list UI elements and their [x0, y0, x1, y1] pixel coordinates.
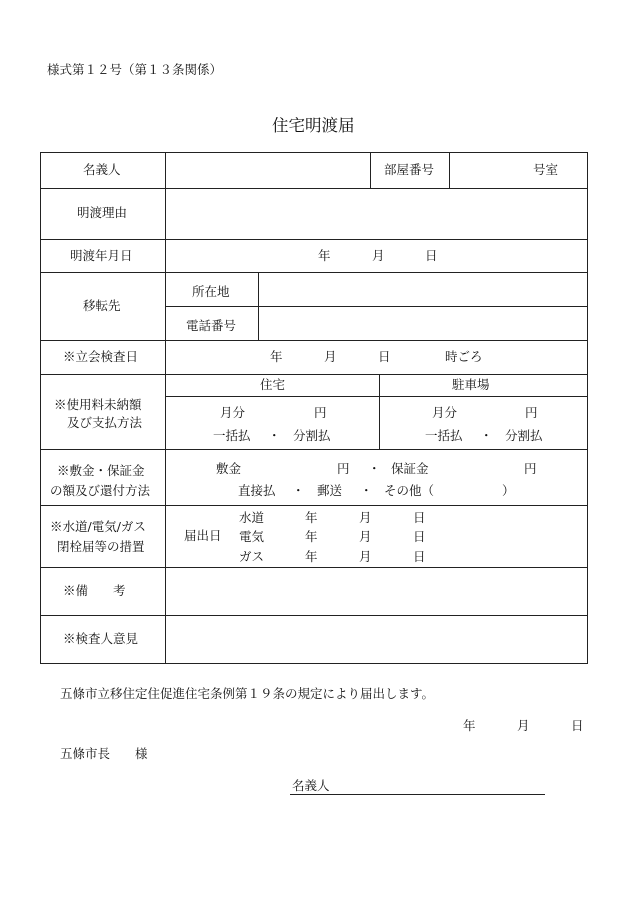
water-year: 年 [305, 510, 318, 525]
fee-label-2: 及び支払方法 [67, 415, 143, 430]
signature-field[interactable] [335, 776, 545, 794]
housing-header: 住宅 [260, 377, 286, 392]
submit-year: 年 [463, 718, 476, 733]
submit-month: 月 [517, 718, 530, 733]
gas-year: 年 [305, 549, 318, 564]
parking-header: 駐車場 [452, 377, 490, 392]
form-number: 様式第１２号（第１３条関係） [47, 62, 223, 77]
refund-other-close: ） [502, 483, 515, 498]
room-number-label: 部屋番号 [384, 162, 435, 177]
date-day: 日 [425, 248, 438, 263]
address-label: 所在地 [192, 284, 230, 299]
mayor-addressee: 五條市長 様 [60, 746, 148, 761]
deposit-dot: ・ [368, 461, 381, 476]
remarks-field[interactable] [166, 568, 586, 614]
inspection-date-label: ※立会検査日 [63, 349, 139, 364]
utility-label-2: 閉栓届等の措置 [57, 539, 145, 554]
refund-mail[interactable]: 郵送 [317, 483, 343, 498]
water-day: 日 [413, 510, 426, 525]
utility-label-1: ※水道/電気/ガス [50, 519, 146, 534]
gas-month: 月 [359, 549, 372, 564]
parking-lump-sum[interactable]: 一括払 [425, 428, 463, 443]
electric-label: 電気 [239, 529, 265, 544]
housing-lump-sum[interactable]: 一括払 [213, 428, 251, 443]
phone-label: 電話番号 [186, 318, 237, 333]
housing-yen: 円 [314, 405, 327, 420]
parking-yen: 円 [525, 405, 538, 420]
inspector-opinion-field[interactable] [166, 616, 586, 662]
inspection-date-field[interactable] [166, 341, 586, 373]
refund-other[interactable]: その他（ [384, 483, 435, 498]
guarantee-yen: 円 [524, 461, 537, 476]
guarantee-text: 保証金 [391, 461, 429, 476]
address-field[interactable] [259, 273, 586, 305]
inspection-time: 時ごろ [445, 349, 483, 364]
refund-dot-2: ・ [360, 483, 373, 498]
vacate-date-label: 明渡年月日 [70, 248, 133, 263]
submit-day: 日 [571, 718, 584, 733]
housing-installment[interactable]: 分割払 [293, 428, 331, 443]
housing-monthly: 月分 [220, 405, 246, 420]
reason-label: 明渡理由 [77, 205, 128, 220]
deposit-label-2: の額及び還付方法 [50, 483, 151, 498]
fee-label-1: ※使用料未納額 [54, 397, 142, 412]
inspection-month: 月 [324, 349, 337, 364]
electric-day: 日 [413, 529, 426, 544]
remarks-label: ※備 考 [63, 583, 126, 598]
move-destination-label: 移転先 [83, 298, 121, 313]
inspection-day: 日 [378, 349, 391, 364]
parking-dot: ・ [480, 428, 493, 443]
form-title: 住宅明渡届 [272, 116, 355, 135]
phone-field[interactable] [259, 307, 586, 339]
reason-field[interactable] [166, 189, 586, 238]
room-unit: 号室 [533, 162, 559, 177]
deposit-yen: 円 [337, 461, 350, 476]
statement: 五條市立移住定住促進住宅条例第１９条の規定により届出します。 [60, 686, 435, 701]
refund-dot-1: ・ [292, 483, 305, 498]
name-label: 名義人 [83, 162, 121, 177]
signature-line [290, 794, 545, 795]
date-month: 月 [372, 248, 385, 263]
electric-month: 月 [359, 529, 372, 544]
gas-label: ガス [239, 549, 265, 564]
date-year: 年 [318, 248, 331, 263]
notice-date-label: 届出日 [184, 528, 222, 543]
signature-name-label: 名義人 [292, 778, 330, 793]
housing-dot: ・ [268, 428, 281, 443]
room-number-field[interactable] [450, 153, 586, 187]
electric-year: 年 [305, 529, 318, 544]
gas-day: 日 [413, 549, 426, 564]
deposit-text: 敷金 [216, 461, 242, 476]
inspector-opinion-label: ※検査人意見 [63, 631, 139, 646]
parking-monthly: 月分 [432, 405, 458, 420]
water-month: 月 [359, 510, 372, 525]
refund-direct[interactable]: 直接払 [238, 483, 276, 498]
parking-installment[interactable]: 分割払 [505, 428, 543, 443]
inspection-year: 年 [270, 349, 283, 364]
water-label: 水道 [239, 510, 265, 525]
deposit-label-1: ※敷金・保証金 [57, 463, 145, 478]
name-field[interactable] [166, 153, 369, 187]
